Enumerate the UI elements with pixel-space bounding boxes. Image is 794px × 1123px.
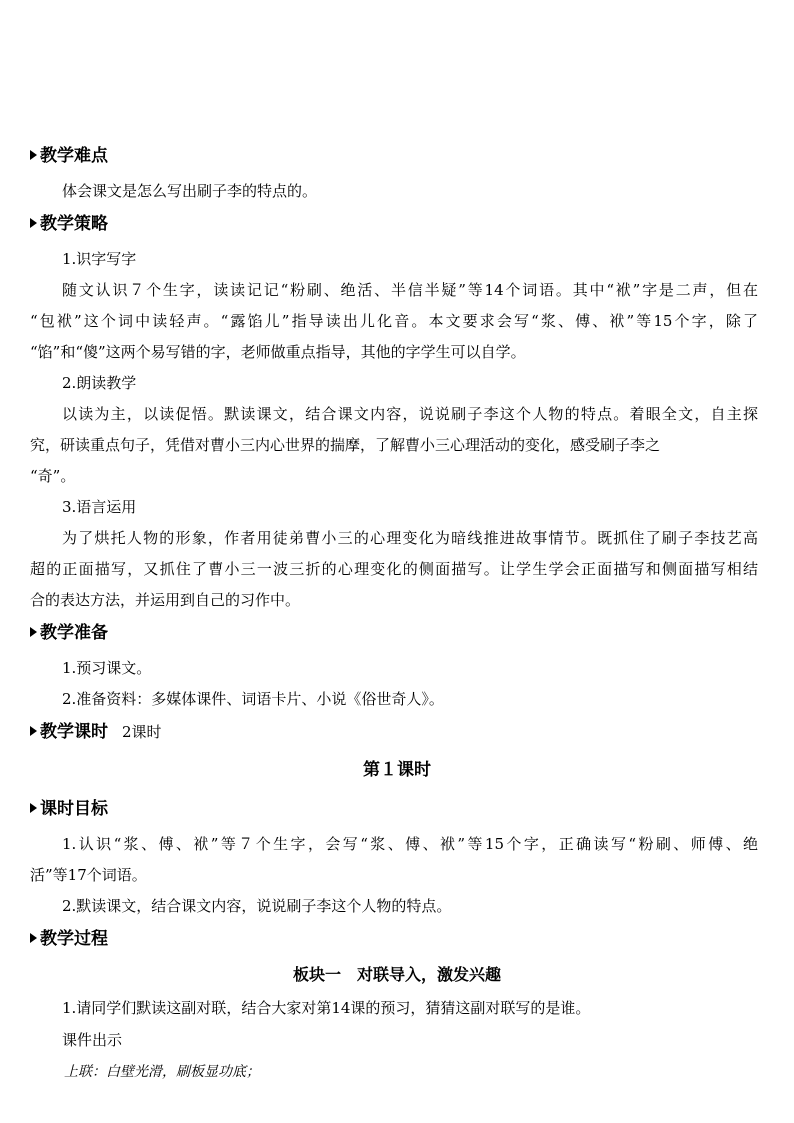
objective-line: 2.默读课文，结合课文内容，说说刷子李这个人物的特点。 <box>62 897 452 915</box>
lesson-title: 第１课时 <box>363 760 431 780</box>
heading-teaching-difficulty <box>30 145 108 167</box>
heading-text: 教学策略 <box>40 214 108 234</box>
triangle-bullet-icon <box>30 218 37 228</box>
heading-text: 教学课时 <box>40 722 108 742</box>
strategy-item-title: 2.朗读教学 <box>62 374 137 392</box>
heading-text: 教学准备 <box>40 623 108 643</box>
heading-lesson-objectives <box>30 798 108 820</box>
periods-value: 2课时 <box>122 723 162 741</box>
heading-text: 课时目标 <box>40 799 108 819</box>
couplet-line: 上联：白壁光滑，刷板显功底； <box>64 1064 260 1080</box>
heading-text: 教学过程 <box>40 929 108 949</box>
heading-teaching-process <box>30 928 108 950</box>
strategy-item-title: 1.识字写字 <box>62 250 137 268</box>
triangle-bullet-icon <box>30 933 37 943</box>
process-step: 1.请同学们默读这副对联，结合大家对第14课的预习，猜猜这副对联写的是谁。 <box>62 999 591 1017</box>
strategy-paragraph-line: “馅”和“傻”这两个易写错的字，老师做重点指导，其他的字学生可以自学。 <box>30 343 526 361</box>
triangle-bullet-icon <box>30 803 37 813</box>
strategy-paragraph-line: 超的正面描写，又抓住了曹小三一波三折的心理变化的侧面描写。让学生学会正面描写和侧面描写相结 <box>30 560 758 578</box>
courseware-label: 课件出示 <box>62 1031 123 1049</box>
preparation-item: 1.预习课文。 <box>62 659 152 677</box>
difficulty-text: 体会课文是怎么写出刷子李的特点的。 <box>62 182 318 200</box>
triangle-bullet-icon <box>30 627 37 637</box>
strategy-paragraph-line: 为了烘托人物的形象，作者用徒弟曹小三的心理变化为暗线推进故事情节。既抓住了刷子李技艺高 <box>62 529 758 547</box>
objective-line: 1.认识“浆、傅、袱”等７个生字，会写“浆、傅、袱”等15个字，正确读写“粉刷、师傅、绝 <box>62 835 758 853</box>
heading-teaching-periods <box>30 721 162 743</box>
heading-teaching-preparation <box>30 622 108 644</box>
preparation-item: 2.准备资料：多媒体课件、词语卡片、小说《俗世奇人》。 <box>62 690 444 708</box>
strategy-paragraph-line: 随文认识７个生字，读读记记“粉刷、绝活、半信半疑”等14个词语。其中“袱”字是二声，但在 <box>62 281 758 299</box>
strategy-paragraph-line: 究，研读重点句子，凭借对曹小三内心世界的揣摩，了解曹小三心理活动的变化，感受刷子李之 <box>30 436 661 454</box>
block-title: 板块一 对联导入，激发兴趣 <box>292 965 501 984</box>
strategy-paragraph-line: 合的表达方法，并运用到自己的习作中。 <box>30 591 301 609</box>
strategy-paragraph-line: “包袱”这个词中读轻声。“露馅儿”指导读出儿化音。本文要求会写“浆、傅、袱”等15个字，除了 <box>30 312 758 330</box>
heading-teaching-strategy <box>30 213 108 235</box>
strategy-paragraph-line: 以读为主，以读促悟。默读课文，结合课文内容，说说刷子李这个人物的特点。着眼全文，自主探 <box>62 405 758 423</box>
triangle-bullet-icon <box>30 726 37 736</box>
objective-line: 活”等17个词语。 <box>30 866 147 884</box>
strategy-item-title: 3.语言运用 <box>62 498 137 516</box>
strategy-paragraph-line: “奇”。 <box>30 467 76 485</box>
triangle-bullet-icon <box>30 150 37 160</box>
heading-text: 教学难点 <box>40 146 108 166</box>
